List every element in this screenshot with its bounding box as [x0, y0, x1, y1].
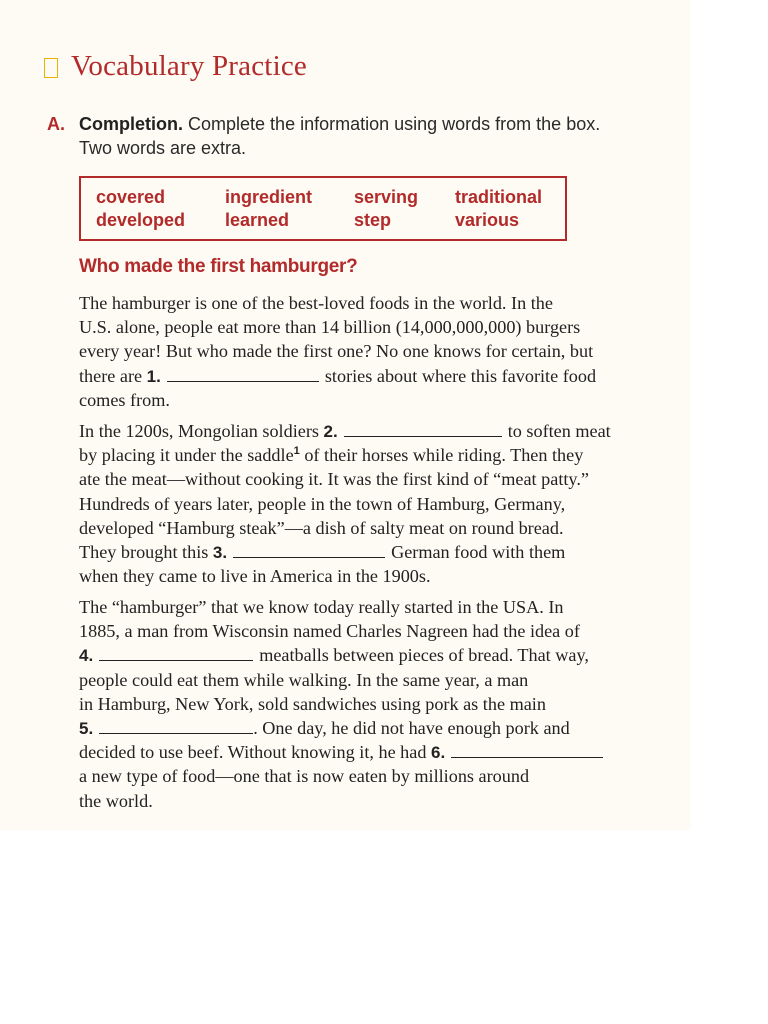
paragraph-line [79, 540, 679, 564]
paragraph-line [79, 643, 679, 667]
instruction-line-2: Two words are extra. [79, 138, 247, 158]
blank-number: 3. [212, 542, 228, 562]
line-text: there are [79, 365, 143, 386]
paragraph-2 [79, 419, 679, 588]
exercise-title: Completion. [79, 114, 183, 134]
paragraph-line: Hundreds of years later, people in the town of Hamburg, Germany, [79, 493, 566, 514]
answer-blank-1[interactable] [167, 365, 319, 382]
blank-number: 4. [79, 646, 94, 666]
line-text: In the 1200s, Mongolian soldiers [79, 421, 319, 441]
paragraph-line [79, 443, 679, 467]
square-bullet-icon [44, 58, 58, 78]
exercise-instructions [47, 112, 687, 160]
paragraph-line: the world. [79, 790, 153, 811]
word-developed: developed [96, 210, 186, 230]
paragraph-line: developed “Hamburg steak”—a dish of salty meat on round bread. [79, 517, 564, 538]
paragraph-line [79, 740, 679, 764]
line-text: to soften meat [507, 421, 611, 441]
line-text: German food with them [391, 541, 566, 562]
instruction-text: Complete the information using words from the box. [188, 114, 601, 134]
line-text: They brought this [79, 541, 209, 562]
blank-number: 2. [323, 422, 338, 441]
section-title: Vocabulary Practice [71, 50, 307, 82]
answer-blank-2[interactable] [344, 420, 502, 437]
line-text: by placing it under the saddle [79, 445, 294, 466]
word-box [79, 176, 567, 241]
blank-number: 1. [146, 366, 161, 386]
paragraph-line: comes from. [79, 389, 170, 410]
line-text: meatballs between pieces of bread. That way, [259, 645, 589, 666]
paragraph-line [79, 716, 679, 740]
paragraph-line: 1885, a man from Wisconsin named Charles Nagreen had the idea of [79, 621, 580, 642]
word-traditional: traditional [455, 187, 543, 207]
answer-blank-5[interactable] [99, 717, 253, 734]
answer-blank-6[interactable] [451, 741, 603, 758]
paragraph-line: a new type of food—one that is now eaten by millions around [79, 766, 530, 787]
paragraph-1 [79, 291, 679, 412]
paragraph-line: in Hamburg, New York, sold sandwiches using pork as the main [79, 693, 546, 714]
answer-blank-4[interactable] [99, 644, 253, 661]
line-text: decided to use beef. Without knowing it, he had [79, 742, 427, 763]
paragraph-line [79, 419, 679, 443]
paragraph-line: The hamburger is one of the best-loved foods in the world. In the [79, 293, 553, 313]
word-ingredient: ingredient [225, 187, 313, 207]
footnote-marker: 1 [293, 445, 300, 458]
instruction-line-1 [47, 112, 687, 136]
paragraph-line: U.S. alone, people eat more than 14 billion (14,000,000,000) burgers [79, 317, 581, 338]
blank-number: 6. [431, 743, 446, 763]
answer-blank-3[interactable] [233, 541, 385, 558]
word-serving: serving [354, 187, 419, 207]
paragraph-line [79, 364, 679, 388]
word-learned: learned [225, 210, 290, 230]
section-heading [44, 50, 307, 83]
line-text: stories about where this favorite food [324, 365, 597, 386]
paragraph-line: The “hamburger” that we know today really started in the USA. In [79, 597, 564, 617]
word-step: step [354, 210, 392, 230]
line-text: of their horses while riding. Then they [299, 445, 584, 466]
article-title: Who made the first hamburger? [79, 256, 358, 277]
blank-number: 5. [79, 718, 94, 738]
paragraph-line: ate the meat—without cooking it. It was the first kind of “meat patty.” [79, 469, 589, 490]
paragraph-line: when they came to live in America in the 1900s. [79, 566, 431, 587]
paragraph-line: people could eat them while walking. In the same year, a man [79, 669, 529, 690]
exercise-letter: A. [47, 114, 65, 134]
paragraph-line: every year! But who made the first one? No one knows for certain, but [79, 341, 594, 362]
line-text: . One day, he did not have enough pork and [253, 717, 570, 738]
word-various: various [455, 210, 520, 230]
word-covered: covered [96, 187, 166, 207]
paragraph-3 [79, 595, 679, 813]
